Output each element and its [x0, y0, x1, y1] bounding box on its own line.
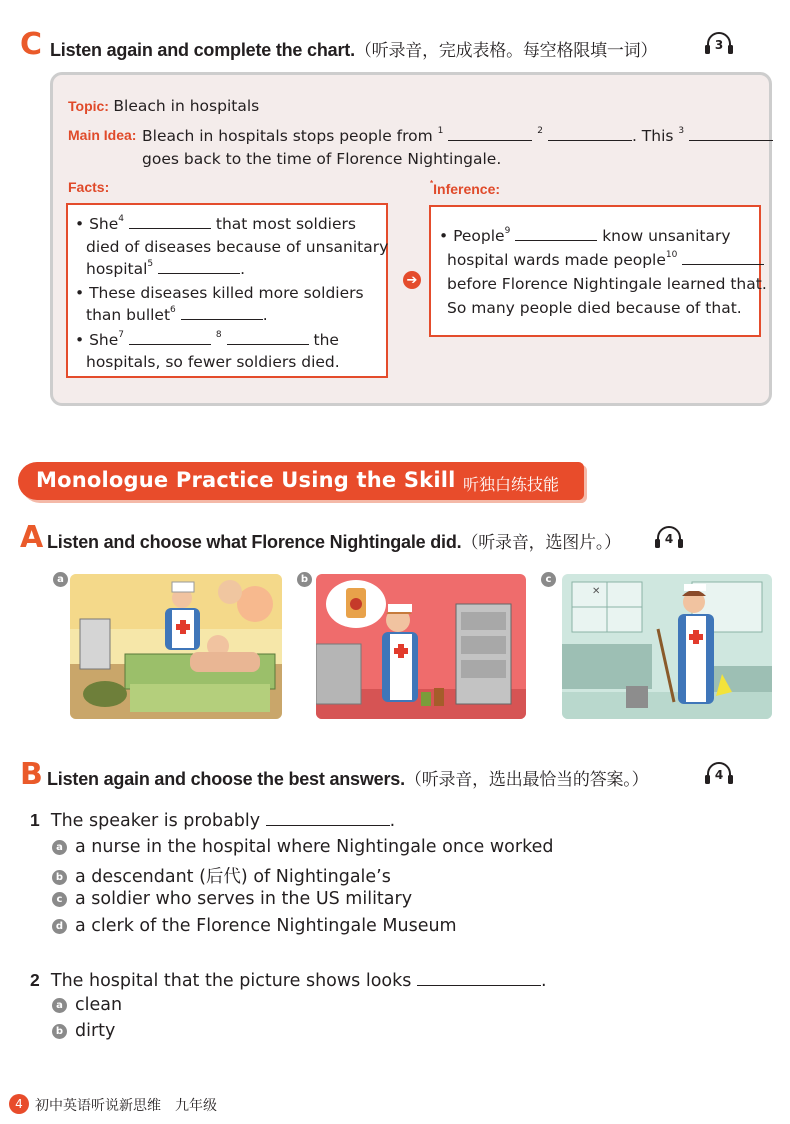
- topic-value: Bleach in hospitals: [113, 97, 260, 115]
- section-c-letter: C: [20, 27, 43, 62]
- headphone-icon: [652, 524, 686, 550]
- headphone-icon: [702, 30, 736, 56]
- option[interactable]: a clean: [52, 995, 122, 1015]
- facts-box: [66, 203, 388, 378]
- blank-7[interactable]: [129, 331, 211, 345]
- banner-title-cn: 听独白练技能: [463, 475, 560, 494]
- headphone-icon: [702, 760, 736, 786]
- blank-number: 7: [118, 329, 125, 340]
- picture-a-label: a: [53, 572, 68, 587]
- option[interactable]: c a soldier who serves in the US military: [52, 889, 412, 909]
- fact-1-line-3: hospital$^5$ .: [86, 258, 246, 278]
- inference-line-4: So many people died because of that.: [447, 299, 742, 317]
- blank-number: 9: [504, 225, 511, 236]
- picture-b-label: b: [297, 572, 312, 587]
- fact-3-line-2: hospitals, so fewer soldiers died.: [86, 353, 340, 371]
- question-2-blank[interactable]: [417, 969, 541, 986]
- fact-2-line-2: than bullet$^6$ .: [86, 304, 268, 324]
- blank-number: 4: [118, 213, 125, 224]
- picture-c-label: c: [541, 572, 556, 587]
- book-title: 初中英语听说新思维 九年级: [35, 1098, 217, 1114]
- topic-label: Topic:: [68, 98, 109, 114]
- fact-1-line-1: • She$^4$ that most soldiers: [75, 213, 356, 233]
- picture-c-nurse-cleaning-ward[interactable]: [562, 574, 772, 719]
- blank-5[interactable]: [158, 260, 240, 274]
- fact-1-line-2: died of diseases because of unsanitary: [86, 238, 389, 256]
- blank-number: 10: [665, 249, 678, 260]
- blank-number: 3: [678, 125, 685, 136]
- fact-2-line-1: • These diseases killed more soldiers: [75, 284, 364, 302]
- section-a-letter: A: [20, 520, 44, 555]
- blank-number: 6: [170, 304, 176, 315]
- monologue-banner: [18, 462, 584, 500]
- picture-a-nurse-tending-soldier[interactable]: [70, 574, 282, 719]
- blank-10[interactable]: [682, 251, 764, 265]
- section-b-title: Listen again and choose the best answers.（听录音，选出最恰当的答案。）: [47, 769, 649, 790]
- section-c-title-cn: （听录音，完成表格。每空格限填一词）: [354, 41, 658, 61]
- main-idea-text-2: . This: [631, 127, 674, 145]
- banner-title: Monologue Practice Using the Skill: [36, 468, 456, 492]
- blank-6[interactable]: [181, 306, 263, 320]
- option[interactable]: a a nurse in the hospital where Nightingale once worked: [52, 837, 553, 857]
- track-number: 4: [664, 532, 674, 546]
- blank-2[interactable]: [548, 127, 632, 141]
- inference-line-3: before Florence Nightingale learned that.: [447, 275, 767, 293]
- blank-number: 8: [215, 329, 222, 340]
- facts-label: Facts:: [68, 179, 110, 195]
- page-number: 4: [9, 1094, 29, 1114]
- section-c-title: [50, 36, 657, 61]
- chart-box: [50, 72, 772, 406]
- question-2-stem: 2 The hospital that the picture shows looks .: [30, 970, 547, 991]
- question-1-blank[interactable]: [266, 809, 390, 826]
- section-c-title-en: Listen again and complete the chart.: [50, 40, 355, 60]
- blank-3[interactable]: [689, 127, 773, 141]
- main-idea-label: Main Idea:: [68, 127, 137, 143]
- main-idea-text-3: goes back to the time of Florence Nightingale.: [142, 150, 502, 168]
- blank-4[interactable]: [129, 215, 211, 229]
- topic-row: [68, 97, 259, 116]
- option[interactable]: d a clerk of the Florence Nightingale Museum: [52, 916, 457, 936]
- blank-1[interactable]: [448, 127, 532, 141]
- main-idea-text-1: Bleach in hospitals stops people from: [142, 127, 433, 145]
- main-idea-line-1: [142, 127, 773, 145]
- option[interactable]: b a descendant (后代) of Nightingale’s: [52, 863, 391, 888]
- track-number: 4: [714, 768, 724, 782]
- inference-label: *Inference:: [430, 179, 501, 197]
- blank-8[interactable]: [227, 331, 309, 345]
- blank-9[interactable]: [515, 227, 597, 241]
- section-b-letter: B: [20, 757, 43, 792]
- option[interactable]: b dirty: [52, 1021, 115, 1041]
- section-a-title: Listen and choose what Florence Nightingale did.（听录音，选图片。）: [47, 532, 621, 553]
- fact-3-line-1: • She$^7$ $^8$ the: [75, 329, 339, 349]
- svg-text:✕: ✕: [592, 586, 601, 597]
- blank-number: 5: [147, 258, 154, 269]
- blank-number: 2: [537, 125, 544, 136]
- inference-line-1: • People$^9$ know unsanitary: [439, 225, 731, 245]
- inference-line-2: hospital wards made people$^{10}$: [447, 251, 764, 269]
- picture-b-nurse-mixing-medicine[interactable]: [316, 574, 526, 719]
- inference-box: [429, 205, 767, 337]
- blank-number: 1: [437, 125, 444, 136]
- question-1-stem: 1 The speaker is probably .: [30, 810, 396, 831]
- arrow-right-icon: ➔: [403, 271, 421, 289]
- track-number: 3: [714, 38, 724, 52]
